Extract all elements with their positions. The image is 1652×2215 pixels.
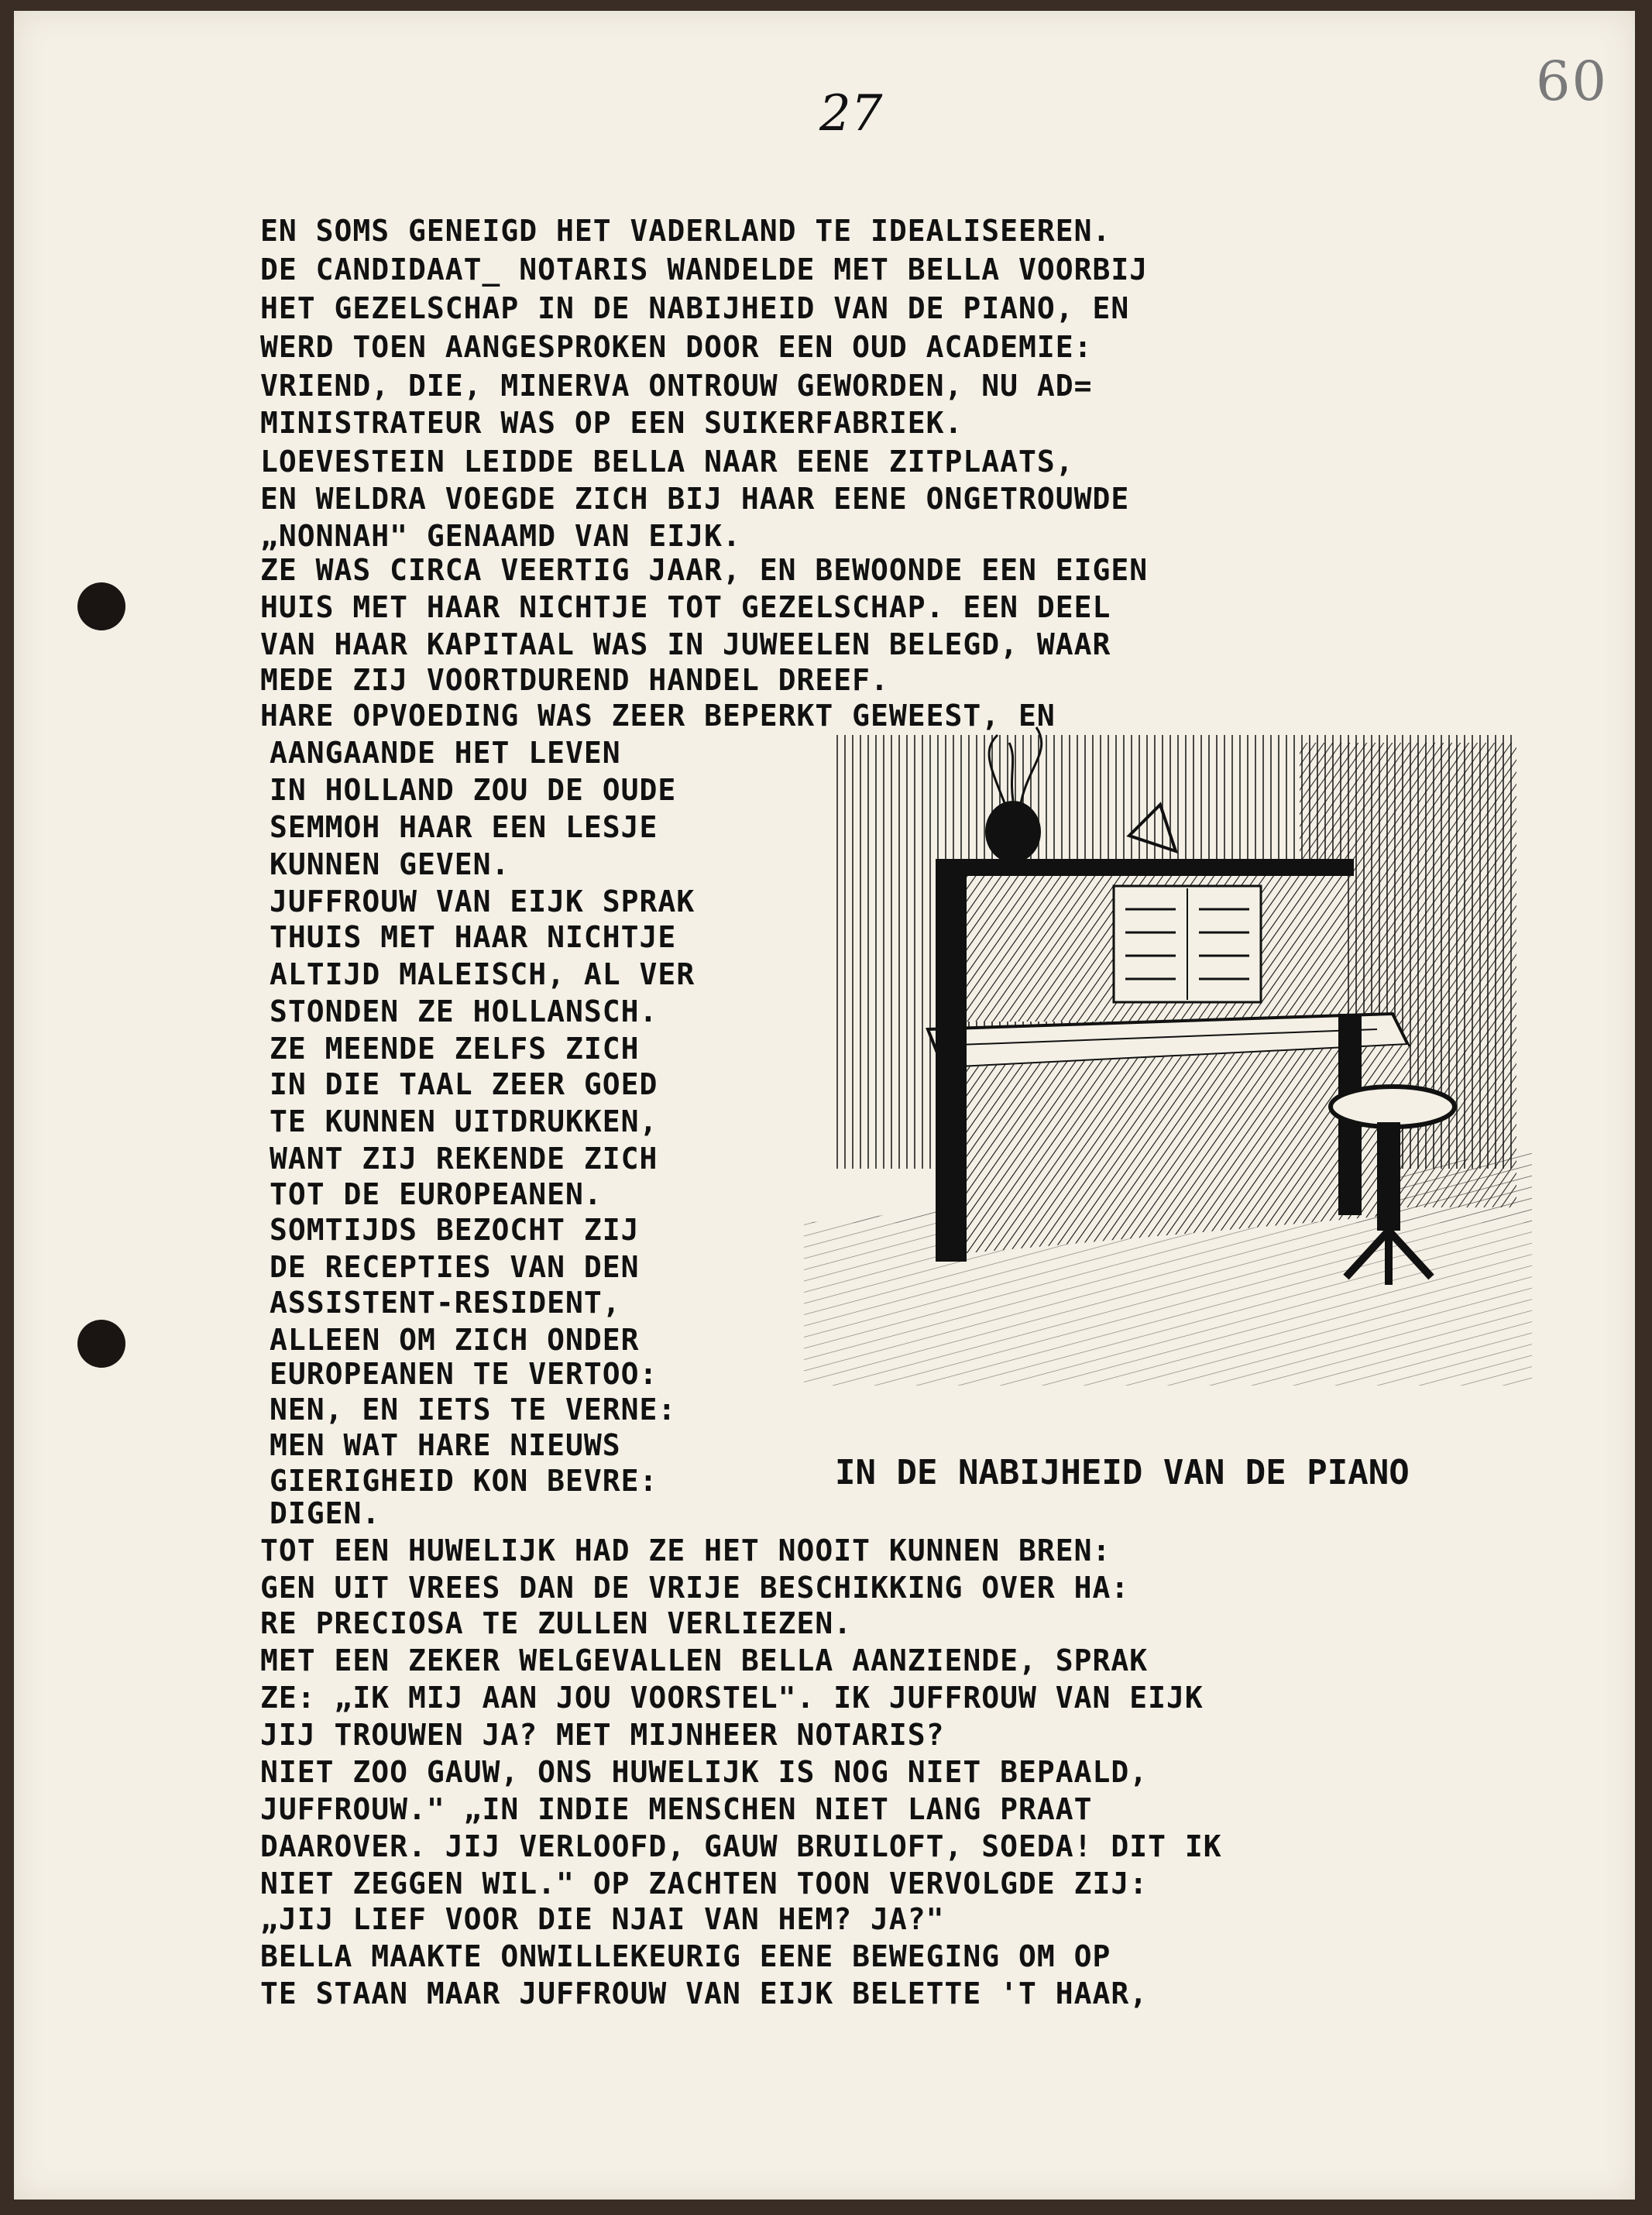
text-line: IN DIE TAAL ZEER GOED [270,1067,658,1101]
text-line: GEN UIT VREES DAN DE VRIJE BESCHIKKING OVER HA: [260,1571,1130,1605]
text-line: NIET ZOO GAUW, ONS HUWELIJK IS NOG NIET BEPAALD, [260,1755,1149,1789]
punch-hole-bottom [77,1320,125,1368]
punch-hole-top [77,582,125,630]
text-line: SOMTIJDS BEZOCHT ZIJ [270,1213,640,1247]
text-line: AANGAANDE HET LEVEN [270,736,621,770]
text-line: TOT DE EUROPEANEN. [270,1177,603,1211]
text-line: LOEVESTEIN LEIDDE BELLA NAAR EENE ZITPLAATS, [260,445,1074,479]
text-line: ZE WAS CIRCA VEERTIG JAAR, EN BEWOONDE EEN EIGEN [260,553,1149,587]
text-line: ZE: „IK MIJ AAN JOU VOORSTEL". IK JUFFROUW VAN EIJK [260,1681,1204,1715]
text-line: EUROPEANEN TE VERTOO: [270,1357,658,1391]
text-line: WANT ZIJ REKENDE ZICH [270,1142,658,1176]
text-line: NIET ZEGGEN WIL." OP ZACHTEN TOON VERVOLGDE ZIJ: [260,1866,1149,1901]
text-line: MEDE ZIJ VOORTDUREND HANDEL DREEF. [260,663,889,697]
text-line: „JIJ LIEF VOOR DIE NJAI VAN HEM? JA?" [260,1902,945,1936]
text-line: DE RECEPTIES VAN DEN [270,1250,640,1284]
text-line: DE CANDIDAAT_ NOTARIS WANDELDE MET BELLA VOORBIJ [260,252,1149,287]
piano-illustration [804,719,1532,1393]
text-line: JIJ TROUWEN JA? MET MIJNHEER NOTARIS? [260,1718,945,1752]
pencil-page-number: 60 [1536,50,1609,113]
illustration-caption: IN DE NABIJHEID VAN DE PIANO [835,1453,1410,1492]
manuscript-page [14,11,1635,2200]
text-line: MINISTRATEUR WAS OP EEN SUIKERFABRIEK. [260,406,963,440]
text-line: WERD TOEN AANGESPROKEN DOOR EEN OUD ACADEMIE: [260,330,1093,364]
text-line: HUIS MET HAAR NICHTJE TOT GEZELSCHAP. EEN DEEL [260,590,1111,624]
text-line: MET EEN ZEKER WELGEVALLEN BELLA AANZIENDE, SPRAK [260,1643,1149,1678]
text-line: SEMMOH HAAR EEN LESJE [270,810,658,844]
text-line: VRIEND, DIE, MINERVA ONTROUW GEWORDEN, NU AD= [260,369,1093,403]
text-line: „NONNAH" GENAAMD VAN EIJK. [260,519,741,553]
text-line: GIERIGHEID KON BEVRE: [270,1464,658,1498]
text-line: ALTIJD MALEISCH, AL VER [270,957,695,991]
text-line: TE STAAN MAAR JUFFROUW VAN EIJK BELETTE 'T HAAR, [260,1976,1149,2011]
text-line: HET GEZELSCHAP IN DE NABIJHEID VAN DE PIANO, EN [260,291,1130,325]
page-number: 27 [819,85,883,143]
text-line: HARE OPVOEDING WAS ZEER BEPERKT GEWEEST, EN [260,699,1056,733]
text-line: MEN WAT HARE NIEUWS [270,1428,621,1462]
text-line: JUFFROUW." „IN INDIE MENSCHEN NIET LANG PRAAT [260,1792,1093,1826]
text-line: ZE MEENDE ZELFS ZICH [270,1032,640,1066]
text-line: THUIS MET HAAR NICHTJE [270,920,677,954]
text-line: NEN, EN IETS TE VERNE: [270,1393,677,1427]
text-line: DIGEN. [270,1496,381,1530]
text-line: KUNNEN GEVEN. [270,847,510,881]
text-line: EN SOMS GENEIGD HET VADERLAND TE IDEALISEEREN. [260,214,1111,248]
text-line: IN HOLLAND ZOU DE OUDE [270,773,677,807]
text-line: ALLEEN OM ZICH ONDER [270,1323,640,1357]
text-line: STONDEN ZE HOLLANSCH. [270,994,658,1029]
text-line: JUFFROUW VAN EIJK SPRAK [270,884,695,919]
text-line: TE KUNNEN UITDRUKKEN, [270,1104,658,1138]
text-line: RE PRECIOSA TE ZULLEN VERLIEZEN. [260,1606,853,1640]
text-line: EN WELDRA VOEGDE ZICH BIJ HAAR EENE ONGETROUWDE [260,482,1130,516]
text-line: ASSISTENT-RESIDENT, [270,1286,621,1320]
text-line: TOT EEN HUWELIJK HAD ZE HET NOOIT KUNNEN BREN: [260,1533,1111,1568]
text-line: BELLA MAAKTE ONWILLEKEURIG EENE BEWEGING OM OP [260,1939,1111,1973]
text-line: VAN HAAR KAPITAAL WAS IN JUWEELEN BELEGD, WAAR [260,627,1111,661]
text-line: DAAROVER. JIJ VERLOOFD, GAUW BRUILOFT, SOEDA! DIT IK [260,1829,1222,1863]
